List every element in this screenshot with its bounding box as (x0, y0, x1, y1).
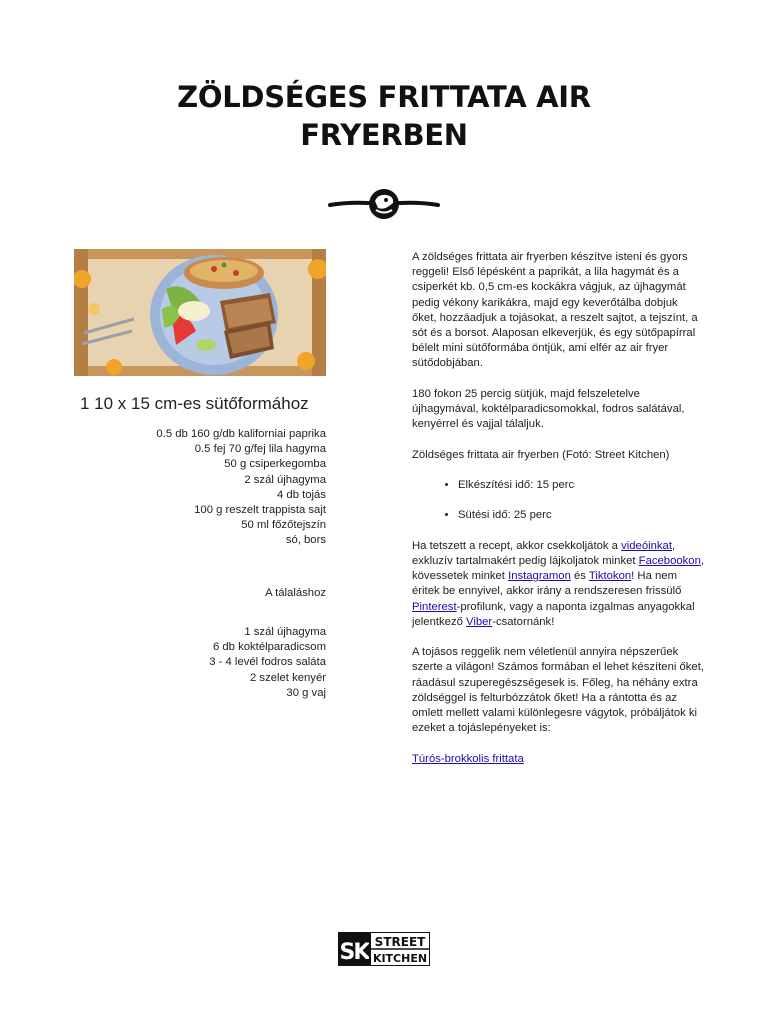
intro-paragraph: A zöldséges frittata air fryerben készítve isteni és gyors reggeli! Első lépésként a paprikát, a lila hagymát és a csiperkét kb. 0,5 cm-es kockákra vágjuk, az újhagymát pedig vékony karikákra, majd egy keverőtálba dobjuk őket, hozzáadjuk a tojásokat, a reszelt sajtot, a tejszínt, a sót és a borsot. Alaposan elkeverjük, és egy sütőpapírral bélelt mini sütőformába öntjük, ami elfér az air fryer sütődobjában. (412, 251, 698, 370)
ingredient-item: 100 g reszelt trappista sajt (194, 504, 326, 517)
related-recipe (412, 752, 704, 767)
street-kitchen-logo (338, 932, 430, 966)
page-title (0, 78, 768, 154)
serving-item: 2 szelet kenyér (250, 671, 326, 684)
recipe-body (412, 250, 704, 782)
social-text: Ha tetszett a recept, akkor csekkoljátok a (412, 539, 622, 552)
svg-text:STREET: STREET (374, 935, 426, 949)
ingredient-item: 0.5 fej 70 g/fej lila hagyma (194, 443, 326, 456)
ingredient-item: só, bors (285, 534, 326, 547)
chef-mascot-icon (328, 184, 440, 224)
social-text: , kövessetek minket (412, 554, 704, 583)
serving-item: 1 szál újhagyma (244, 626, 326, 638)
facebook-link[interactable]: Facebookon (638, 554, 701, 567)
ingredient-item: 0.5 db 160 g/db kaliforniai paprika (156, 428, 326, 440)
ingredient-item: 2 szál újhagyma (244, 473, 326, 486)
recipe-yield: 1 10 x 15 cm-es sütőformához (80, 394, 309, 413)
ingredient-item: 50 ml főzőtejszín (241, 519, 326, 532)
serving-list (74, 625, 326, 701)
method-paragraph: 180 fokon 25 percig sütjük, majd felszeletelve újhagymával, koktélparadicsomokkal, fodros salátával, kenyérrel és vajjal tálaljuk. (412, 387, 685, 431)
title-line-1: ZÖLDSÉGES FRITTATA AIR (177, 80, 591, 114)
serving-item: 3 - 4 levél fodros saláta (209, 656, 326, 669)
prep-time: • Elkészítési idő: 15 perc (458, 478, 704, 493)
bake-time: • Sütési idő: 25 perc (458, 508, 704, 523)
ingredient-list (74, 427, 326, 549)
pinterest-link[interactable]: Pinterest (412, 600, 457, 613)
serving-item: 30 g vaj (286, 686, 326, 699)
svg-text:SK: SK (339, 940, 369, 965)
social-text: -profilunk, vagy a naponta izgalmas anyagokkal jelentkező (412, 600, 695, 628)
svg-text:KITCHEN: KITCHEN (372, 952, 428, 965)
related-recipe-link[interactable]: Túrós-brokkolis frittata (412, 752, 524, 765)
frittata-photo (74, 249, 326, 376)
serving-heading: A tálaláshoz (265, 587, 326, 599)
videos-link[interactable]: videóinkat (621, 539, 672, 552)
social-paragraph (412, 539, 704, 630)
instagram-link[interactable]: Instagramon (508, 570, 571, 583)
ingredient-item: 4 db tojás (277, 488, 326, 501)
time-list (412, 478, 704, 524)
serving-item: 6 db koktélparadicsom (212, 641, 326, 654)
ingredient-item: 50 g csiperkegomba (224, 458, 326, 471)
title-line-2: FRYERBEN (300, 118, 468, 152)
tiktok-link[interactable]: Tiktokon (588, 570, 632, 583)
social-text: -csatornánk! (492, 615, 555, 628)
photo-caption: Zöldséges frittata air fryerben (Fotó: Street Kitchen) (412, 448, 670, 461)
egg-paragraph: A tojásos reggelik nem véletlenül annyira népszerűek szerte a világon! Számos formában el lehet készíteni őket, ráadásul szuperegészségesek is. Főleg, ha néhány extra zöldséggel is felturbózzátok őket! Ha a rántotta és az omlett mellett valami különlegesre vágytok, próbáljátok ki ezeket a tojáslepényeket is: (412, 646, 704, 735)
social-text: ! Ha nem éritek be ennyivel, akkor irány a rendszeresen frissülő (412, 570, 682, 598)
social-text: , exkluzív tartalmakért pedig lájkoljatok minket (412, 539, 676, 567)
viber-link[interactable]: Viber (466, 615, 493, 628)
social-text: és (570, 570, 589, 583)
